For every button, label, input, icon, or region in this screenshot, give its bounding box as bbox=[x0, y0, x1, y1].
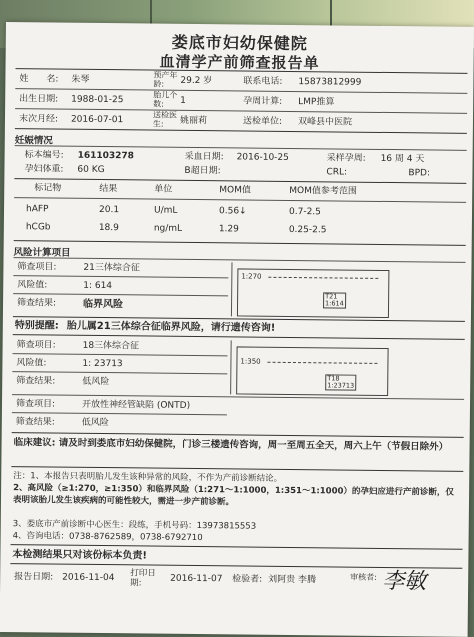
gestational-age: 16 周 4 天 bbox=[380, 153, 425, 165]
print-date-label: 打印日 期: bbox=[130, 568, 156, 589]
marker-name: hCGb bbox=[25, 222, 51, 233]
report-date: 2016-11-04 bbox=[62, 572, 115, 584]
bpd-label: BPD: bbox=[408, 168, 431, 179]
ga-label: 采样孕周: bbox=[326, 153, 366, 164]
sample-number: 161103278 bbox=[77, 150, 135, 162]
reviewer-label: 审核者: bbox=[350, 572, 377, 582]
t21-result-box: T21 1:614 bbox=[323, 292, 346, 308]
submitting-unit: 双峰县中医院 bbox=[297, 117, 353, 128]
t18-item: 18三体综合征 bbox=[82, 340, 140, 352]
col-header-result: 结果 bbox=[99, 183, 118, 195]
maternal-weight: 60 KG bbox=[77, 164, 105, 176]
t21-item: 21三体综合征 bbox=[83, 262, 140, 274]
name-label: 姓 名: bbox=[19, 74, 59, 85]
fetus-count: 1 bbox=[180, 95, 186, 106]
ontd-result: 低风险 bbox=[81, 417, 109, 429]
report-title: 血清学产前筛查报告单 bbox=[159, 52, 320, 73]
marker-result: 18.9 bbox=[98, 222, 119, 234]
note-1: 注：1、本报告只表明胎儿发生该种异常的风险，不作为产前诊断结论。 bbox=[13, 471, 283, 484]
sample-label: 标本编号: bbox=[24, 150, 64, 161]
ontd-result-label: 筛查结果: bbox=[15, 417, 55, 428]
t21-result: 临界风险 bbox=[82, 298, 124, 311]
lmp-label: 末次月经: bbox=[18, 114, 59, 125]
marker-range: 0.7-2.5 bbox=[288, 206, 321, 218]
divider bbox=[13, 293, 228, 296]
weight-label: 孕妇体重: bbox=[24, 164, 64, 175]
marker-mom: 1.29 bbox=[218, 224, 239, 235]
divider bbox=[15, 108, 467, 114]
t21-cutoff-label: 1:270 bbox=[241, 272, 262, 281]
fetus-label: 胎儿个 数: bbox=[153, 90, 178, 109]
t18-value-label: 风险值: bbox=[16, 358, 47, 369]
note-4: 4、咨询电话：0738-8762589，0738-6792710 bbox=[12, 531, 203, 544]
t18-cutoff-line bbox=[267, 362, 377, 364]
footer-warning: 本检测结果只对该份标本负责! bbox=[12, 549, 148, 562]
patient-dob: 1988-01-25 bbox=[71, 94, 124, 106]
marker-result: 20.1 bbox=[98, 204, 120, 216]
reviewer-signature: 李敏 bbox=[382, 568, 427, 595]
note-3: 3、娄底市产前诊断中心医生：段练，手机号码：13973815553 bbox=[12, 519, 257, 532]
marker-name: hAFP bbox=[25, 204, 49, 215]
note-2: 2、高风险（≥1:270，≥1:350）和临界风险（1:271～1:1000，1:351～1:1000）的孕妇应进行产前诊断，仅表明该胎儿发生该疾病的可能性较大，需进一步产前诊断。 bbox=[12, 483, 454, 508]
clinical-advice-text: 请及时到娄底市妇幼保健院，门诊三楼遗传咨询，周一至周五全天，周六上午（节假日除外） bbox=[58, 437, 449, 453]
section-title-pregnancy: 妊娠情况 bbox=[14, 135, 53, 147]
marker-unit: ng/mL bbox=[153, 223, 183, 234]
divider bbox=[13, 334, 465, 340]
doctor-label: 送检医 生: bbox=[152, 110, 178, 129]
t18-result-box: T18 1:23713 bbox=[325, 374, 356, 390]
t18-result: 低风险 bbox=[82, 376, 110, 388]
marker-range: 0.25-2.5 bbox=[288, 224, 327, 236]
marker-mom: 0.56↓ bbox=[218, 206, 247, 217]
col-header-range: MOM值参考范围 bbox=[289, 185, 357, 197]
special-reminder-text: 胎儿属21三体综合征临界风险，请行遗传咨询! bbox=[66, 320, 276, 334]
age-label: 预产年 龄: bbox=[153, 70, 178, 89]
t21-item-label: 筛查项目: bbox=[17, 262, 57, 273]
phone-label: 联系电话: bbox=[243, 76, 283, 87]
ga-calc-method: LMP推算 bbox=[298, 97, 335, 108]
t18-risk-value: 1: 23713 bbox=[82, 358, 123, 370]
clinical-advice-label: 临床建议: bbox=[13, 437, 56, 449]
doctor-name: 姚丽莉 bbox=[179, 115, 208, 127]
collect-label: 采血日期: bbox=[184, 151, 224, 163]
report-date-label: 报告日期: bbox=[14, 572, 54, 583]
col-header-marker: 标记物 bbox=[34, 183, 62, 194]
col-header-mom: MOM值 bbox=[219, 185, 251, 196]
divider bbox=[14, 197, 466, 203]
collect-date: 2016-10-25 bbox=[236, 152, 289, 163]
patient-phone: 15873812999 bbox=[298, 77, 362, 88]
t18-risk-graph bbox=[236, 346, 388, 396]
t18-item-label: 筛查项目: bbox=[16, 340, 56, 351]
col-header-unit: 单位 bbox=[154, 184, 173, 195]
section-title-risk: 风险计算项目 bbox=[13, 247, 71, 259]
divider bbox=[12, 371, 227, 374]
ontd-item: 开放性神经管缺陷 (ONTD) bbox=[81, 399, 191, 411]
lmp-date: 2016-07-01 bbox=[70, 114, 124, 126]
clinical-advice bbox=[14, 436, 460, 454]
ga-calc-label: 孕周计算: bbox=[243, 96, 283, 107]
divider bbox=[13, 353, 228, 356]
unit-label: 送检单位: bbox=[242, 116, 283, 127]
t21-result-label: 筛查结果: bbox=[17, 298, 57, 309]
t18-result-label: 筛查结果: bbox=[16, 376, 56, 387]
print-date: 2016-11-07 bbox=[170, 573, 223, 585]
divider bbox=[12, 412, 227, 415]
divider bbox=[15, 88, 467, 94]
t21-risk-graph bbox=[237, 268, 389, 318]
ontd-item-label: 筛查项目: bbox=[15, 399, 56, 410]
t18-cutoff-label: 1:350 bbox=[240, 357, 261, 366]
divider bbox=[231, 262, 233, 316]
patient-age: 29.2 岁 bbox=[180, 75, 213, 87]
report-paper bbox=[0, 22, 474, 637]
t21-risk-value: 1: 614 bbox=[83, 280, 113, 292]
tester-names: 刘阿贵 李腾 bbox=[268, 574, 317, 586]
divider bbox=[12, 394, 464, 400]
tester-label: 检验者: bbox=[232, 574, 263, 585]
divider bbox=[230, 340, 232, 394]
patient-name: 朱琴 bbox=[71, 74, 90, 85]
t21-value-label: 风险值: bbox=[17, 280, 48, 291]
divider bbox=[14, 178, 466, 184]
t21-cutoff-line bbox=[268, 277, 378, 279]
hospital-name: 娄底市妇幼保健院 bbox=[171, 32, 308, 54]
special-reminder-label: 特别提醒: bbox=[14, 320, 59, 332]
crl-label: CRL: bbox=[326, 167, 348, 178]
bscan-label: B超日期: bbox=[184, 165, 221, 177]
dob-label: 出生日期: bbox=[19, 94, 59, 105]
divider bbox=[13, 275, 228, 278]
marker-unit: U/mL bbox=[153, 205, 178, 216]
